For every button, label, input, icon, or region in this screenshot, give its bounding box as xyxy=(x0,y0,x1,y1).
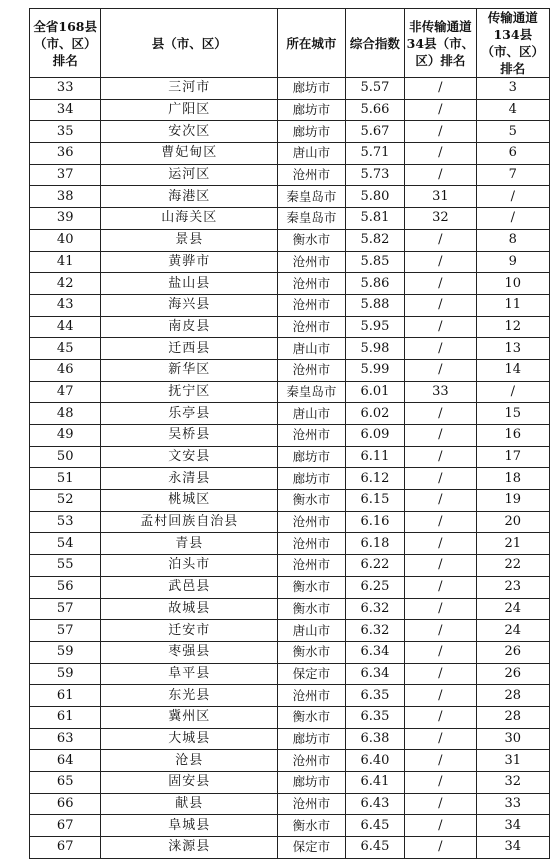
cell-rank-non-transmission: / xyxy=(405,468,476,490)
cell-rank-transmission: 4 xyxy=(476,99,549,121)
header-county: 县（市、区） xyxy=(101,9,278,78)
cell-county: 南皮县 xyxy=(101,316,278,338)
table-body xyxy=(30,78,550,859)
cell-rank-transmission: / xyxy=(476,381,549,403)
cell-rank-transmission: / xyxy=(476,208,549,230)
cell-rank-transmission: 26 xyxy=(476,663,549,685)
table-row xyxy=(30,576,550,598)
cell-index: 6.32 xyxy=(345,620,404,642)
cell-rank-transmission: 16 xyxy=(476,425,549,447)
cell-rank-non-transmission: / xyxy=(405,706,476,728)
cell-index: 5.80 xyxy=(345,186,404,208)
table-row xyxy=(30,143,550,165)
cell-rank-non-transmission: / xyxy=(405,403,476,425)
cell-county: 吴桥县 xyxy=(101,425,278,447)
cell-index: 6.34 xyxy=(345,663,404,685)
cell-rank-transmission: 28 xyxy=(476,685,549,707)
cell-city: 沧州市 xyxy=(278,555,346,577)
cell-index: 6.09 xyxy=(345,425,404,447)
cell-rank-non-transmission: / xyxy=(405,99,476,121)
cell-city: 沧州市 xyxy=(278,251,346,273)
cell-rank-transmission: 10 xyxy=(476,273,549,295)
cell-index: 6.45 xyxy=(345,815,404,837)
cell-rank-transmission: 20 xyxy=(476,511,549,533)
cell-rank: 57 xyxy=(30,620,101,642)
cell-rank-non-transmission: / xyxy=(405,338,476,360)
cell-city: 沧州市 xyxy=(278,294,346,316)
cell-index: 5.81 xyxy=(345,208,404,230)
cell-rank-transmission: 33 xyxy=(476,793,549,815)
cell-rank-transmission: 34 xyxy=(476,815,549,837)
cell-city: 沧州市 xyxy=(278,316,346,338)
table-row xyxy=(30,620,550,642)
cell-rank-non-transmission: / xyxy=(405,663,476,685)
cell-county: 海兴县 xyxy=(101,294,278,316)
cell-rank-transmission: 3 xyxy=(476,78,549,100)
cell-rank-non-transmission: / xyxy=(405,815,476,837)
cell-rank: 37 xyxy=(30,164,101,186)
cell-city: 廊坊市 xyxy=(278,99,346,121)
cell-city: 廊坊市 xyxy=(278,121,346,143)
cell-city: 衡水市 xyxy=(278,641,346,663)
cell-county: 枣强县 xyxy=(101,641,278,663)
cell-rank-non-transmission: / xyxy=(405,425,476,447)
cell-county: 东光县 xyxy=(101,685,278,707)
table-row xyxy=(30,446,550,468)
cell-rank: 34 xyxy=(30,99,101,121)
cell-county: 永清县 xyxy=(101,468,278,490)
cell-county: 黄骅市 xyxy=(101,251,278,273)
cell-city: 廊坊市 xyxy=(278,468,346,490)
cell-city: 秦皇岛市 xyxy=(278,186,346,208)
cell-rank-transmission: 8 xyxy=(476,229,549,251)
table-row xyxy=(30,294,550,316)
table-row xyxy=(30,793,550,815)
cell-county: 广阳区 xyxy=(101,99,278,121)
cell-county: 泊头市 xyxy=(101,555,278,577)
cell-rank-transmission: 7 xyxy=(476,164,549,186)
cell-rank-transmission: 32 xyxy=(476,772,549,794)
header-index: 综合指数 xyxy=(345,9,404,78)
cell-rank: 45 xyxy=(30,338,101,360)
cell-rank: 67 xyxy=(30,837,101,859)
cell-city: 沧州市 xyxy=(278,750,346,772)
cell-rank-transmission: 17 xyxy=(476,446,549,468)
cell-city: 衡水市 xyxy=(278,229,346,251)
table-row xyxy=(30,490,550,512)
cell-rank-non-transmission: 31 xyxy=(405,186,476,208)
cell-city: 廊坊市 xyxy=(278,78,346,100)
cell-rank-transmission: 6 xyxy=(476,143,549,165)
cell-index: 6.41 xyxy=(345,772,404,794)
table-row xyxy=(30,706,550,728)
cell-rank: 51 xyxy=(30,468,101,490)
cell-rank-transmission: 18 xyxy=(476,468,549,490)
cell-rank: 61 xyxy=(30,685,101,707)
table-row xyxy=(30,381,550,403)
cell-rank: 54 xyxy=(30,533,101,555)
cell-county: 新华区 xyxy=(101,359,278,381)
cell-rank-non-transmission: / xyxy=(405,533,476,555)
cell-rank: 50 xyxy=(30,446,101,468)
cell-index: 6.43 xyxy=(345,793,404,815)
cell-rank: 53 xyxy=(30,511,101,533)
cell-rank-non-transmission: / xyxy=(405,750,476,772)
cell-index: 6.32 xyxy=(345,598,404,620)
ranking-table-container xyxy=(29,8,550,859)
table-row xyxy=(30,641,550,663)
cell-rank: 61 xyxy=(30,706,101,728)
cell-city: 唐山市 xyxy=(278,403,346,425)
table-row xyxy=(30,338,550,360)
cell-city: 廊坊市 xyxy=(278,772,346,794)
table-row xyxy=(30,359,550,381)
cell-rank-transmission: 23 xyxy=(476,576,549,598)
cell-index: 5.95 xyxy=(345,316,404,338)
table-row xyxy=(30,663,550,685)
cell-county: 大城县 xyxy=(101,728,278,750)
cell-county: 阜平县 xyxy=(101,663,278,685)
cell-rank-non-transmission: / xyxy=(405,641,476,663)
cell-rank-non-transmission: / xyxy=(405,598,476,620)
table-row xyxy=(30,78,550,100)
cell-rank: 66 xyxy=(30,793,101,815)
cell-city: 保定市 xyxy=(278,663,346,685)
cell-county: 冀州区 xyxy=(101,706,278,728)
cell-city: 廊坊市 xyxy=(278,446,346,468)
cell-index: 6.35 xyxy=(345,685,404,707)
cell-county: 三河市 xyxy=(101,78,278,100)
cell-rank-non-transmission: / xyxy=(405,316,476,338)
cell-index: 6.40 xyxy=(345,750,404,772)
cell-city: 衡水市 xyxy=(278,576,346,598)
cell-city: 沧州市 xyxy=(278,164,346,186)
cell-county: 沧县 xyxy=(101,750,278,772)
cell-rank: 64 xyxy=(30,750,101,772)
cell-index: 5.67 xyxy=(345,121,404,143)
cell-county: 涞源县 xyxy=(101,837,278,859)
cell-county: 抚宁区 xyxy=(101,381,278,403)
cell-city: 衡水市 xyxy=(278,490,346,512)
cell-rank: 49 xyxy=(30,425,101,447)
cell-city: 沧州市 xyxy=(278,273,346,295)
table-header xyxy=(30,9,550,78)
cell-rank-non-transmission: / xyxy=(405,555,476,577)
cell-rank: 65 xyxy=(30,772,101,794)
cell-rank: 57 xyxy=(30,598,101,620)
cell-rank-transmission: 19 xyxy=(476,490,549,512)
cell-county: 孟村回族自治县 xyxy=(101,511,278,533)
cell-county: 青县 xyxy=(101,533,278,555)
cell-index: 6.45 xyxy=(345,837,404,859)
cell-index: 6.11 xyxy=(345,446,404,468)
cell-county: 文安县 xyxy=(101,446,278,468)
cell-rank: 36 xyxy=(30,143,101,165)
table-row xyxy=(30,772,550,794)
table-row xyxy=(30,164,550,186)
cell-county: 海港区 xyxy=(101,186,278,208)
cell-county: 曹妃甸区 xyxy=(101,143,278,165)
cell-index: 6.01 xyxy=(345,381,404,403)
cell-index: 5.57 xyxy=(345,78,404,100)
cell-city: 唐山市 xyxy=(278,338,346,360)
cell-rank-transmission: 28 xyxy=(476,706,549,728)
table-row xyxy=(30,533,550,555)
cell-rank-non-transmission: / xyxy=(405,837,476,859)
cell-rank-transmission: 24 xyxy=(476,598,549,620)
cell-rank-transmission: 26 xyxy=(476,641,549,663)
cell-city: 秦皇岛市 xyxy=(278,208,346,230)
cell-rank: 42 xyxy=(30,273,101,295)
table-row xyxy=(30,468,550,490)
cell-rank-non-transmission: / xyxy=(405,446,476,468)
cell-city: 衡水市 xyxy=(278,598,346,620)
cell-index: 5.66 xyxy=(345,99,404,121)
cell-rank-non-transmission: / xyxy=(405,164,476,186)
cell-rank: 39 xyxy=(30,208,101,230)
cell-rank: 48 xyxy=(30,403,101,425)
cell-index: 6.34 xyxy=(345,641,404,663)
ranking-table xyxy=(29,8,550,859)
table-row xyxy=(30,186,550,208)
cell-rank-transmission: 34 xyxy=(476,837,549,859)
cell-index: 5.73 xyxy=(345,164,404,186)
cell-rank-non-transmission: / xyxy=(405,793,476,815)
cell-county: 运河区 xyxy=(101,164,278,186)
cell-rank-non-transmission: / xyxy=(405,620,476,642)
cell-index: 5.99 xyxy=(345,359,404,381)
cell-index: 6.38 xyxy=(345,728,404,750)
table-row xyxy=(30,598,550,620)
cell-rank-transmission: / xyxy=(476,186,549,208)
table-row xyxy=(30,837,550,859)
cell-rank: 41 xyxy=(30,251,101,273)
table-row xyxy=(30,815,550,837)
cell-county: 阜城县 xyxy=(101,815,278,837)
cell-index: 6.25 xyxy=(345,576,404,598)
header-rank-transmission: 传输通道134县（市、区）排名 xyxy=(476,9,549,78)
cell-city: 沧州市 xyxy=(278,533,346,555)
cell-index: 5.71 xyxy=(345,143,404,165)
cell-rank: 56 xyxy=(30,576,101,598)
cell-rank: 46 xyxy=(30,359,101,381)
cell-rank-transmission: 14 xyxy=(476,359,549,381)
cell-rank-non-transmission: / xyxy=(405,728,476,750)
cell-rank-non-transmission: / xyxy=(405,511,476,533)
cell-rank-non-transmission: / xyxy=(405,685,476,707)
table-row xyxy=(30,425,550,447)
cell-county: 固安县 xyxy=(101,772,278,794)
cell-index: 5.86 xyxy=(345,273,404,295)
cell-rank-transmission: 9 xyxy=(476,251,549,273)
table-row xyxy=(30,511,550,533)
cell-rank: 59 xyxy=(30,641,101,663)
cell-rank: 33 xyxy=(30,78,101,100)
cell-rank: 67 xyxy=(30,815,101,837)
cell-index: 5.85 xyxy=(345,251,404,273)
cell-rank-transmission: 15 xyxy=(476,403,549,425)
cell-county: 迁安市 xyxy=(101,620,278,642)
cell-city: 衡水市 xyxy=(278,815,346,837)
cell-rank: 40 xyxy=(30,229,101,251)
cell-rank-transmission: 22 xyxy=(476,555,549,577)
cell-rank-non-transmission: / xyxy=(405,359,476,381)
cell-index: 5.98 xyxy=(345,338,404,360)
cell-rank: 55 xyxy=(30,555,101,577)
cell-city: 沧州市 xyxy=(278,359,346,381)
cell-city: 沧州市 xyxy=(278,511,346,533)
cell-county: 乐亭县 xyxy=(101,403,278,425)
cell-rank-non-transmission: / xyxy=(405,229,476,251)
cell-rank-non-transmission: 33 xyxy=(405,381,476,403)
cell-rank: 43 xyxy=(30,294,101,316)
cell-county: 故城县 xyxy=(101,598,278,620)
table-row xyxy=(30,99,550,121)
cell-city: 唐山市 xyxy=(278,143,346,165)
cell-rank-transmission: 12 xyxy=(476,316,549,338)
cell-index: 5.82 xyxy=(345,229,404,251)
cell-rank-transmission: 5 xyxy=(476,121,549,143)
table-row xyxy=(30,728,550,750)
cell-city: 保定市 xyxy=(278,837,346,859)
cell-city: 衡水市 xyxy=(278,706,346,728)
cell-rank-non-transmission: 32 xyxy=(405,208,476,230)
cell-city: 秦皇岛市 xyxy=(278,381,346,403)
table-row xyxy=(30,403,550,425)
table-row xyxy=(30,555,550,577)
cell-rank: 47 xyxy=(30,381,101,403)
header-row xyxy=(30,9,550,78)
cell-rank-transmission: 21 xyxy=(476,533,549,555)
table-row xyxy=(30,229,550,251)
cell-rank-non-transmission: / xyxy=(405,576,476,598)
cell-rank-non-transmission: / xyxy=(405,78,476,100)
cell-index: 6.18 xyxy=(345,533,404,555)
cell-city: 沧州市 xyxy=(278,425,346,447)
cell-rank: 59 xyxy=(30,663,101,685)
cell-city: 廊坊市 xyxy=(278,728,346,750)
table-row xyxy=(30,121,550,143)
cell-index: 6.16 xyxy=(345,511,404,533)
header-city: 所在城市 xyxy=(278,9,346,78)
table-row xyxy=(30,251,550,273)
cell-county: 迁西县 xyxy=(101,338,278,360)
cell-county: 盐山县 xyxy=(101,273,278,295)
cell-county: 武邑县 xyxy=(101,576,278,598)
table-row xyxy=(30,685,550,707)
cell-city: 沧州市 xyxy=(278,793,346,815)
cell-county: 景县 xyxy=(101,229,278,251)
cell-rank-non-transmission: / xyxy=(405,143,476,165)
cell-index: 6.15 xyxy=(345,490,404,512)
cell-index: 5.88 xyxy=(345,294,404,316)
cell-rank-non-transmission: / xyxy=(405,251,476,273)
cell-county: 桃城区 xyxy=(101,490,278,512)
cell-rank: 63 xyxy=(30,728,101,750)
table-row xyxy=(30,208,550,230)
cell-city: 沧州市 xyxy=(278,685,346,707)
cell-rank: 44 xyxy=(30,316,101,338)
cell-index: 6.12 xyxy=(345,468,404,490)
cell-city: 唐山市 xyxy=(278,620,346,642)
cell-rank: 35 xyxy=(30,121,101,143)
table-row xyxy=(30,750,550,772)
cell-index: 6.22 xyxy=(345,555,404,577)
cell-county: 安次区 xyxy=(101,121,278,143)
header-rank-all: 全省168县（市、区）排名 xyxy=(30,9,101,78)
cell-index: 6.02 xyxy=(345,403,404,425)
cell-rank-transmission: 13 xyxy=(476,338,549,360)
cell-rank: 52 xyxy=(30,490,101,512)
cell-rank-non-transmission: / xyxy=(405,121,476,143)
cell-rank-transmission: 24 xyxy=(476,620,549,642)
cell-rank-transmission: 30 xyxy=(476,728,549,750)
cell-index: 6.35 xyxy=(345,706,404,728)
cell-rank-non-transmission: / xyxy=(405,273,476,295)
header-rank-non-transmission: 非传输通道34县（市、区）排名 xyxy=(405,9,476,78)
cell-rank-non-transmission: / xyxy=(405,294,476,316)
cell-county: 献县 xyxy=(101,793,278,815)
table-row xyxy=(30,316,550,338)
cell-rank-non-transmission: / xyxy=(405,490,476,512)
cell-rank-transmission: 31 xyxy=(476,750,549,772)
cell-rank: 38 xyxy=(30,186,101,208)
cell-rank-transmission: 11 xyxy=(476,294,549,316)
table-row xyxy=(30,273,550,295)
cell-rank-non-transmission: / xyxy=(405,772,476,794)
cell-county: 山海关区 xyxy=(101,208,278,230)
